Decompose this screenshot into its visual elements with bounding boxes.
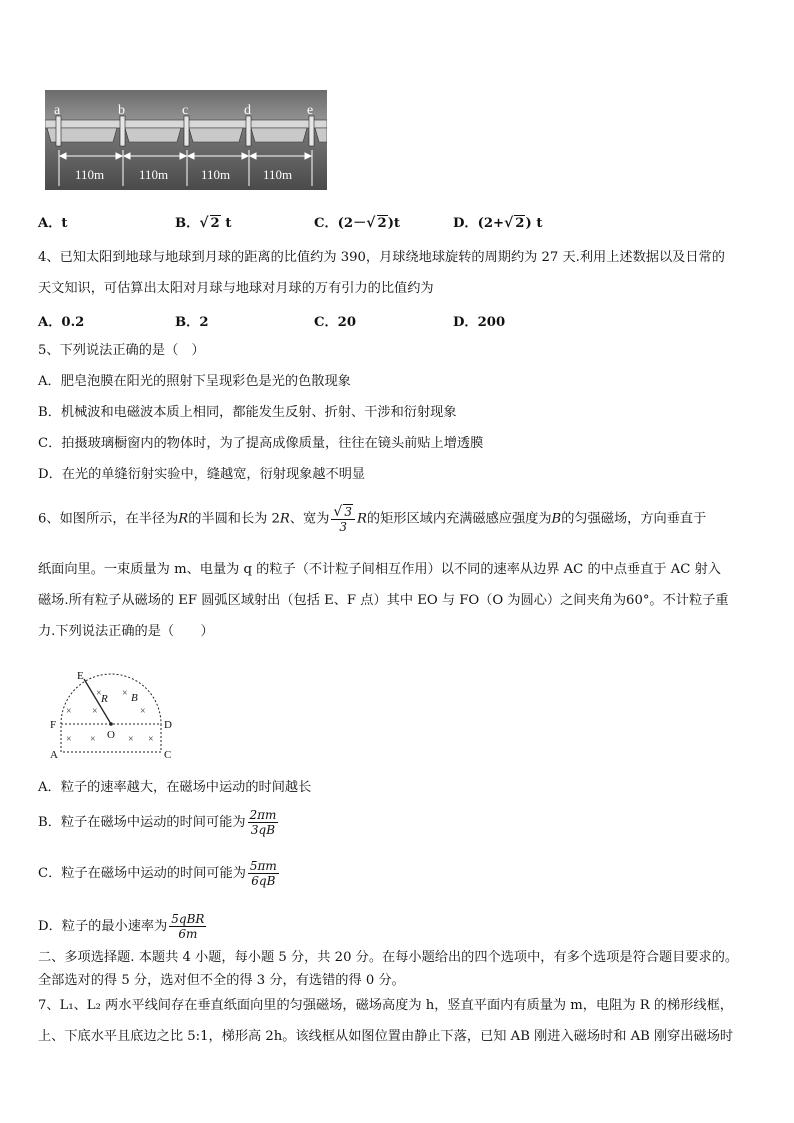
label-b: B: [131, 692, 138, 704]
span-label: 110m: [263, 167, 293, 182]
svg-text:×: ×: [140, 706, 146, 717]
q3-option-a: A．t: [38, 216, 68, 231]
svg-text:×: ×: [96, 688, 102, 699]
svg-text:×: ×: [66, 706, 72, 717]
span-label: 110m: [75, 167, 105, 182]
svg-text:×: ×: [92, 706, 98, 717]
bridge-figure: [45, 90, 327, 190]
q4-option-a: A．0.2: [38, 315, 85, 330]
svg-text:×: ×: [128, 734, 134, 745]
q5-option-b: B．机械波和电磁波本质上相同，都能发生反射、折射、干涉和衍射现象: [38, 405, 457, 420]
label-f: F: [50, 719, 57, 731]
svg-text:×: ×: [122, 688, 128, 699]
pier-label: e: [307, 103, 314, 118]
q4-option-d: D．200: [453, 315, 506, 330]
q7-stem-line2: 上、下底水平且底边之比 5:1，梯形高 2h。该线框从如图位置由静止下落，已知 AB 刚进入磁场时和 AB 刚穿出磁场时: [38, 1029, 734, 1044]
q6-option-a: A．粒子的速率越大，在磁场中运动的时间越长: [38, 780, 312, 795]
q3-option-c: C．(2－√ 2)t: [314, 215, 401, 231]
q5-option-d: D．在光的单缝衍射实验中，缝越宽，衍射现象越不明显: [38, 467, 366, 482]
q6-option-d: D．粒子的最小速率为 $\frac{\text{5qBR}}{6m}$: [38, 912, 205, 941]
svg-text:×: ×: [66, 734, 72, 745]
q4-stem-line1: 4、已知太阳到地球与地球到月球的距离的比值约为 390，月球绕地球旋转的周期约为 27 天.利用上述数据以及日常的: [38, 250, 725, 265]
svg-text:×: ×: [148, 734, 154, 745]
q5-option-c: C．拍摄玻璃橱窗内的物体时，为了提高成像质量，往往在镜头前贴上增透膜: [38, 436, 484, 451]
q4-option-b: B．2: [175, 315, 209, 330]
pier-label: c: [182, 103, 189, 118]
q6-option-c: C．粒子在磁场中运动的时间可能为 $\frac{5\pi m}{6qB}$: [38, 859, 277, 888]
span-label: 110m: [201, 167, 231, 182]
q6-stem-line1: 6、如图所示，在半径为R的半圆和长为 2R、宽为 $\frac{√ 3}{3}$ R的矩形区域内充满磁感应强度为B的匀强磁场，方向垂直于: [38, 504, 707, 534]
section2-heading-line1: 二、多项选择题. 本题共 4 小题，每小题 5 分，共 20 分。在每小题给出的四个选项中，有多个选项是符合题目要求的。: [38, 950, 739, 965]
q5-stem: 5、下列说法正确的是（ ）: [38, 343, 205, 358]
q6-option-b: B．粒子在磁场中运动的时间可能为 $\frac{2\pi m}{3qB}$: [38, 808, 277, 837]
q3-option-d: D．(2+√ 2) t: [453, 215, 543, 231]
label-a: A: [50, 749, 58, 761]
label-o: O: [107, 729, 115, 741]
section2-heading-line2: 全部选对的得 5 分，选对但不全的得 3 分，有选错的得 0 分。: [38, 973, 405, 988]
span-label: 110m: [139, 167, 169, 182]
q5-option-a: A．肥皂泡膜在阳光的照射下呈现彩色是光的色散现象: [38, 374, 351, 389]
pier-label: b: [118, 103, 125, 118]
q6-stem-line3: 磁场.所有粒子从磁场的 EF 圆弧区域射出（包括 E、F 点）其中 EO 与 FO（O 为圆心）之间夹角为60°。不计粒子重: [38, 593, 729, 608]
q3-option-b: B．√ 2 t: [175, 215, 232, 231]
label-d: D: [164, 719, 172, 731]
q7-stem-line1: 7、L₁、L₂ 两水平线间存在垂直纸面向里的匀强磁场，磁场高度为 h，竖直平面内有质量为 m，电阻为 R 的梯形线框，: [38, 998, 733, 1013]
q6-stem-line2: 纸面向里。一束质量为 m、电量为 q 的粒子（不计粒子间相互作用）以不同的速率从边界 AC 的中点垂直于 AC 射入: [38, 562, 721, 577]
svg-text:×: ×: [90, 734, 96, 745]
q4-option-c: C．20: [314, 315, 357, 330]
label-e: E: [77, 670, 84, 682]
q4-stem-line2: 天文知识，可估算出太阳对月球与地球对月球的万有引力的比值约为: [38, 281, 434, 296]
magnetic-field-figure: [44, 668, 184, 762]
pier-label: a: [54, 103, 61, 118]
label-c: C: [164, 749, 172, 761]
pier-label: d: [244, 103, 251, 118]
q6-stem-line4: 力.下列说法正确的是（ ）: [38, 624, 214, 639]
label-r: R: [101, 693, 108, 705]
